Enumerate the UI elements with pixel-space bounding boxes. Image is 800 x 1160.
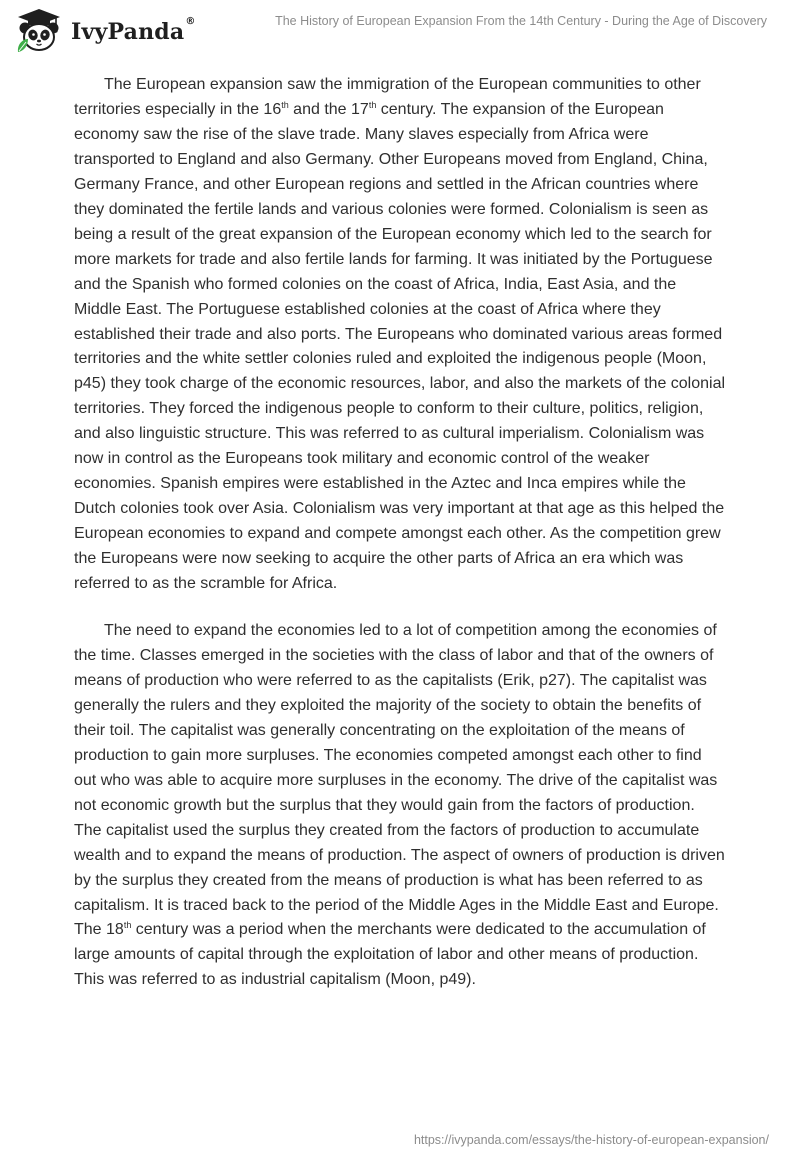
panda-graduate-icon	[14, 8, 64, 54]
ivypanda-logo[interactable]	[14, 8, 196, 54]
essay-body	[74, 73, 726, 1015]
text-run: century. The expansion of the European economy saw the rise of the slave trade. Many slaves especially from Africa were transported to England and also Germany. Other Europeans moved from England, China, Germany France, and other European regions and settled in the African countries where they dominated the fertile lands and various colonies were formed. Colonialism is seen as being a result of the great expansion of the European economy which led to the search for more markets for trade and also fertile lands for farming. It was initiated by the Portuguese and the Spanish who formed colonies on the coast of Africa, India, East Asia, and the Middle East. The Portuguese established colonies at the coast of Africa where they established their trade and also ports. The Europeans who dominated various areas formed territories and the white settler colonies ruled and exploited the indigenous people (Moon, p45) they took charge of the economic resources, labor, and also the markets of the colonial territories. They forced the indigenous people to conform to their culture, politics, religion, and also linguistic structure. This was referred to as cultural imperialism. Colonialism was now in control as the Europeans took military and economic control of the weaker economies. Spanish empires were established in the Aztec and Inca empires while the Dutch colonies took over Asia. Colonialism was very important at that age as this helped the European economies to expand and compete amongst each other. As the competition grew the Europeans were now seeking to acquire the other parts of Africa an era which was referred to as the scramble for Africa.	[74, 100, 726, 593]
text-run: The European expansion saw the immigration of the European communities to other territories especially in the 16	[74, 76, 701, 118]
registered-mark: ®	[185, 16, 196, 27]
logo-wordmark: IvyPanda®	[71, 16, 196, 45]
text-run: century was a period when the merchants were dedicated to the accumulation of large amounts of capital through the exploitation of labor and other means of production. This was referred to as industrial capitalism (Moon, p49).	[74, 921, 706, 989]
superscript: th	[281, 99, 289, 110]
source-url[interactable]: https://ivypanda.com/essays/the-history-of-european-expansion/	[413, 1133, 769, 1147]
text-run: The need to expand the economies led to a lot of competition among the economies of the time. Classes emerged in the societies with the class of labor and that of the owners of means of production who were referred to as the capitalists (Erik, p27). The capitalist was generally the rulers and they exploited the majority of the society to obtain the benefits of their toil. The capitalist was generally concentrating on the exploitation of the means of production to gain more surpluses. The economies competed amongst each other to find out who was able to acquire more surpluses in the economy. The drive of the capitalist was not economic growth but the surplus that they would gain from the factors of production. The capitalist used the surplus they created from the factors of production to accumulate wealth and to expand the means of production. The aspect of owners of production is driven by the surplus they created from the means of production is what has been referred to as capitalism. It is traced back to the period of the Middle Ages in the Middle East and Europe. The 18	[74, 622, 725, 939]
document-title: The History of European Expansion From the 14th Century - During the Age of Discovery	[275, 14, 767, 28]
essay-paragraph	[74, 73, 726, 597]
text-run: and the 17	[288, 100, 369, 118]
superscript: th	[368, 99, 377, 110]
essay-paragraph	[74, 619, 726, 993]
page-header	[0, 0, 800, 64]
superscript: th	[123, 920, 132, 931]
